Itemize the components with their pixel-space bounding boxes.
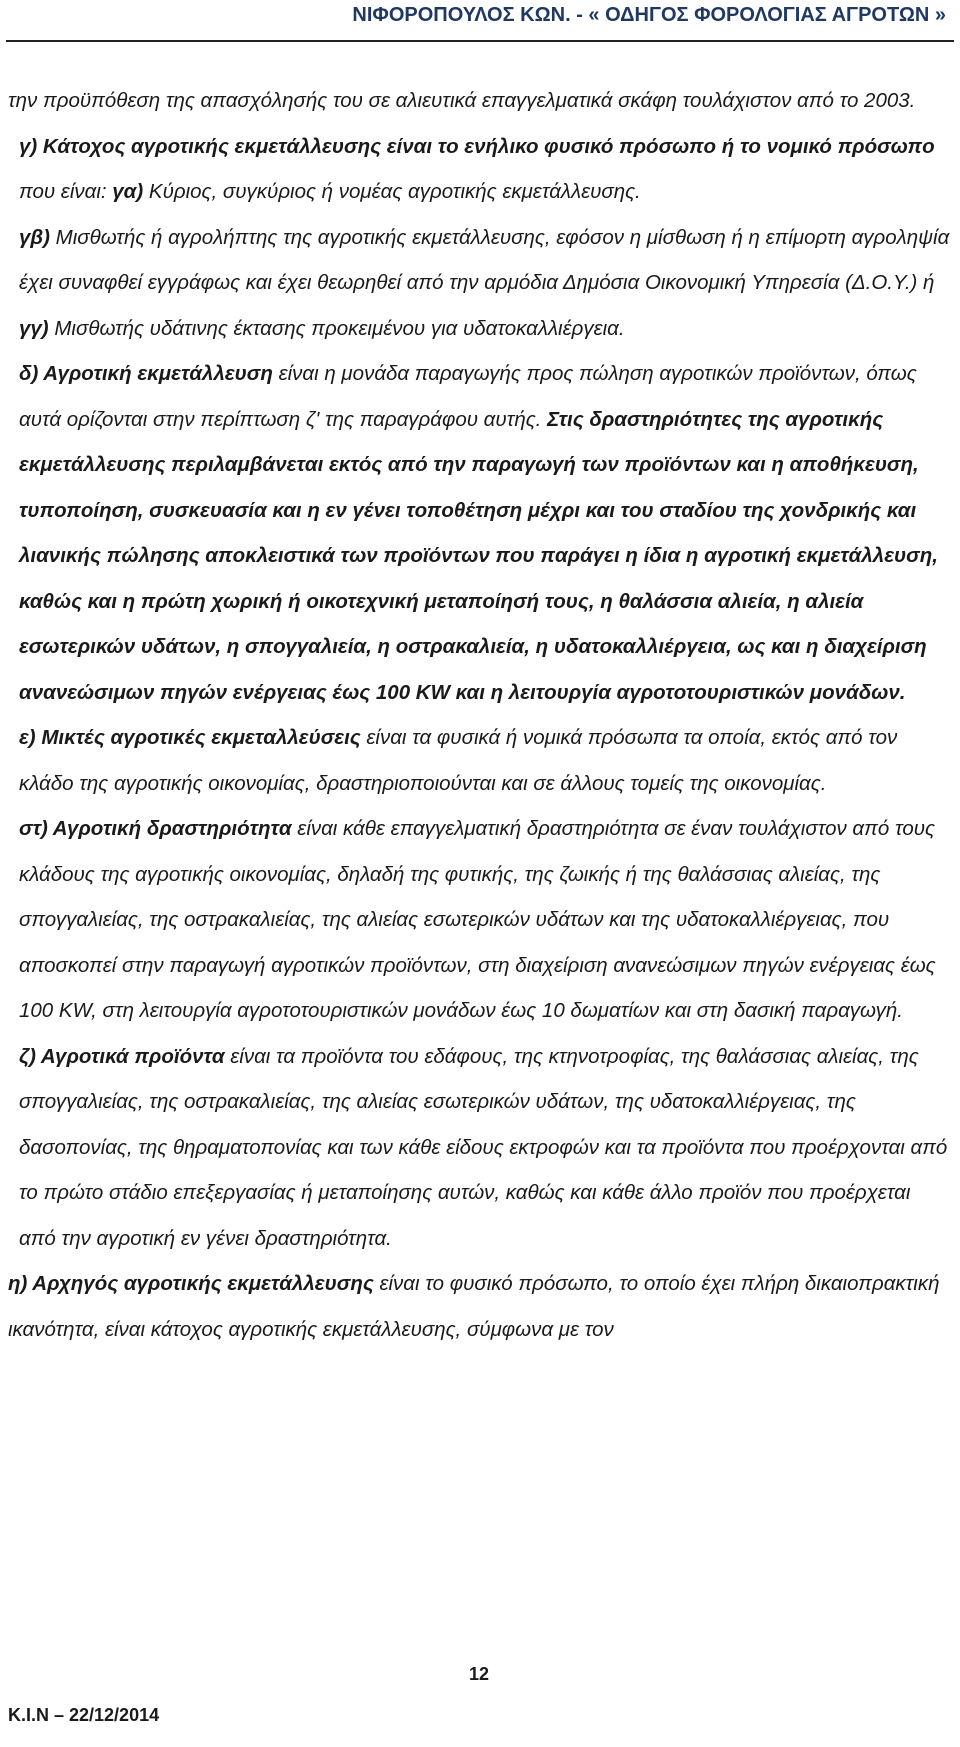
paragraph-text: είναι το φυσικό πρόσωπο, το οποίο έχει πλήρη δικαιοπρακτική ικανότητα, είναι κάτοχος αγροτικής εκμετάλλευσης, σύμφωνα με τον: [8, 1272, 940, 1341]
definition-label: η) Αρχηγός αγροτικής εκμετάλλευσης: [8, 1272, 374, 1295]
sub-label: γβ): [19, 225, 50, 249]
page-number: 12: [469, 1664, 490, 1684]
paragraph-text: είναι τα φυσικά ή νομικά πρόσωπα τα οποία, εκτός από τον κλάδο της αγροτικής οικονομίας, δραστηριοποιούνται και σε άλλους τομείς της οικονομίας.: [19, 726, 898, 795]
definition-label: γ) Κάτοχος αγροτικής εκμετάλλευσης είναι το ενήλικο φυσικό πρόσωπο ή το νομικό πρόσωπο: [19, 134, 935, 158]
paragraph-text: που είναι:: [19, 180, 113, 203]
document-body: [8, 78, 952, 1352]
paragraph-text: Κύριος, συγκύριος ή νομέας αγροτικής εκμετάλλευσης.: [143, 180, 641, 203]
sub-label: γγ): [19, 316, 49, 340]
paragraph-c-holder: [8, 124, 952, 215]
footer-date-label: Κ.Ι.Ν – 22/12/2014: [8, 1705, 160, 1725]
paragraph-z-agricultural-products: [8, 1034, 952, 1262]
paragraph-text: Μισθωτής ή αγρολήπτης της αγροτικής εκμετάλλευσης, εφόσον η μίσθωση ή η επίμορτη αγροληψία έχει συναφθεί εγγράφως και έχει θεωρηθεί από την αρμόδια Δημόσια Οικονομική Υπηρεσία (Δ.Ο.Υ.) ή: [19, 225, 950, 294]
header-divider: [6, 40, 954, 42]
definition-label: στ) Αγροτική δραστηριότητα: [19, 817, 292, 840]
paragraph-continuation: [8, 78, 952, 124]
paragraph-text: την προϋπόθεση της απασχόλησής του σε αλιευτικά επαγγελματικά σκάφη τουλάχιστον από το 2003.: [8, 89, 916, 112]
paragraph-e-mixed-holdings: [8, 715, 952, 806]
sub-label: γα): [112, 180, 144, 203]
paragraph-d-agricultural-holding: [8, 351, 952, 715]
page-header-title: ΝΙΦΟΡΟΠΟΥΛΟΣ ΚΩΝ. - « ΟΔΗΓΟΣ ΦΟΡΟΛΟΓΙΑΣ ΑΓΡΟΤΩΝ »: [352, 4, 946, 26]
paragraph-st-agricultural-activity: [8, 806, 952, 1034]
definition-label: ζ) Αγροτικά προϊόντα: [19, 1044, 225, 1068]
paragraph-i-head-of-holding: [8, 1261, 952, 1352]
paragraph-bold-text: Στις δραστηριότητες της αγροτικής εκμετάλλευσης περιλαμβάνεται εκτός από την παραγωγή των προϊόντων και η αποθήκευση, τυποποίηση, συσκευασία και η εν γένει τοποθέτηση μέχρι και του σταδίου της χονδρικής και λιανικής πώλησης αποκλειστικά των προϊόντων που παράγει η ίδια η αγροτική εκμετάλλευση, καθώς και η πρώτη χωρική ή οικοτεχνική μεταποίησή τους, η θαλάσσια αλιεία, η αλιεία εσωτερικών υδάτων, η σπογγαλιεία, η οστρακαλιεία, η υδατοκαλλιέργεια, ως και η διαχείριση ανανεώσιμων πηγών ενέργειας έως 100 KW και η λειτουργία αγροτοτουριστικών μονάδων.: [19, 407, 938, 704]
paragraph-text: είναι τα προϊόντα του εδάφους, της κτηνοτροφίας, της θαλάσσιας αλιείας, της σπογγαλιείας, της οστρακαλιείας, της αλιείας εσωτερικών υδάτων, της υδατοκαλλιέργειας, της δασοπονίας, της θηραματοπονίας και των κάθε είδους εκτροφών και τα προϊόντα που προέρχονται από το πρώτο στάδιο επεξεργασίας ή μεταποίησης αυτών, καθώς και κάθε άλλο προϊόν που προέρχεται από την αγροτική εν γένει δραστηριότητα.: [19, 1044, 948, 1250]
paragraph-cb-lessee: [8, 215, 952, 352]
definition-label: δ) Αγροτική εκμετάλλευση: [19, 362, 273, 385]
paragraph-text: είναι κάθε επαγγελματική δραστηριότητα σε έναν τουλάχιστον από τους κλάδους της αγροτικής οικονομίας, δηλαδή της φυτικής, της ζωικής ή της θαλάσσιας αλιείας, της σπογγαλιείας, της οστρακαλιείας, της αλιείας εσωτερικών υδάτων και της υδατοκαλλιέργειας, που αποσκοπεί στην παραγωγή αγροτικών προϊόντων, στη διαχείριση ανανεώσιμων πηγών ενέργειας έως 100 KW, στη λειτουργία αγροτοτουριστικών μονάδων έως 10 δωματίων και στη δασική παραγωγή.: [19, 817, 936, 1022]
paragraph-text: είναι η μονάδα παραγωγής προς πώληση αγροτικών προϊόντων, όπως αυτά ορίζονται στην περίπτωση ζ' της παραγράφου αυτής.: [19, 362, 917, 431]
definition-label: ε) Μικτές αγροτικές εκμεταλλεύσεις: [19, 726, 361, 749]
paragraph-text: Μισθωτής υδάτινης έκτασης προκειμένου για υδατοκαλλιέργεια.: [48, 316, 625, 340]
